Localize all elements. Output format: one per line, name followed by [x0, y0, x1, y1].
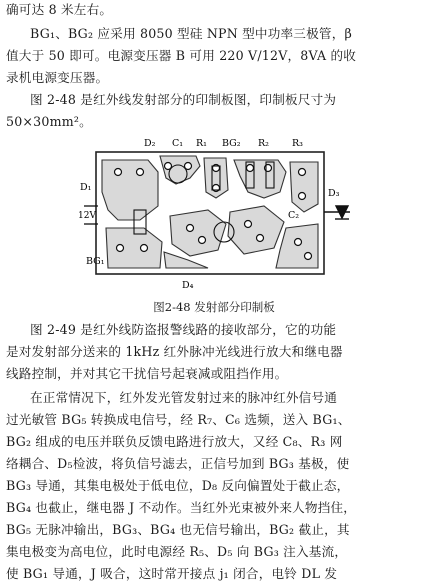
label-c1: C₁: [172, 138, 184, 149]
text-line: BG₁、BG₂ 应采用 8050 型硅 NPN 型中功率三极管，β: [30, 26, 352, 41]
text-line: 确可达 8 米左右。: [6, 2, 113, 17]
label-d2: D₂: [144, 138, 156, 149]
label-12v: 12V: [78, 211, 96, 221]
label-r2: R₂: [258, 138, 269, 149]
text-line: 录机电源变压器。: [6, 70, 109, 85]
label-d4: D₄: [182, 280, 194, 291]
label-r1: R₁: [196, 138, 207, 149]
text-line: BG₃ 导通，其集电极处于低电位，D₈ 反向偏置处于截止态，: [6, 478, 350, 493]
label-d3: D₃: [328, 188, 340, 199]
label-bg1: BG₁: [86, 256, 105, 267]
text-line: BG₂ 组成的电压并联负反馈电路进行放大，又经 C₈、R₃ 网: [6, 434, 343, 449]
label-bg2: BG₂: [222, 138, 241, 149]
text-line: 络耦合、D₅检波，将负信号滤去，正信号加到 BG₃ 基极，使: [6, 456, 350, 471]
text-line: 值大于 50 即可。电源变压器 B 可用 220 V/12V，8VA 的收: [6, 48, 357, 63]
label-c2: C₂: [288, 210, 300, 221]
led-symbol: [324, 206, 350, 219]
text-line: 是对发射部分送来的 1kHz 红外脉冲光线进行放大和继电器: [6, 344, 343, 359]
text-line: 图 2-49 是红外线防盗报警线路的接收部分，它的功能: [30, 322, 337, 337]
text-line: BG₅ 无脉冲输出，BG₃、BG₄ 也无信号输出，BG₂ 截止，其: [6, 522, 350, 537]
text-line: 使 BG₁ 导通，J 吸合，这时常开接点 j₁ 闭合，电铃 DL 发: [6, 566, 338, 581]
text-line: BG₄ 也截止，继电器 J 不动作。当红外光束被外来人物挡住，: [6, 500, 357, 515]
text-line: 线路控制，并对其它干扰信号起衰减或阻挡作用。: [6, 366, 288, 381]
text-line: 50×30mm²。: [6, 114, 92, 129]
figure-caption: 图2-48 发射部分印制板: [153, 300, 275, 314]
text-line: 集电极变为高电位，此时电源经 R₅、D₅ 向 BG₃ 注入基流，: [6, 544, 348, 559]
pcb-drawing: [78, 132, 370, 310]
label-r3: R₃: [292, 138, 303, 149]
pcb-figure: [78, 132, 370, 310]
text-line: 在正常情况下，红外发光管发射过来的脉冲红外信号通: [30, 390, 338, 405]
label-d1: D₁: [80, 182, 92, 193]
text-line: 过光敏管 BG₅ 转换成电信号，经 R₇、C₆ 选频，送入 BG₁、: [6, 412, 351, 427]
text-line: 图 2-48 是红外线发射部分的印制板图，印制板尺寸为: [30, 92, 337, 107]
